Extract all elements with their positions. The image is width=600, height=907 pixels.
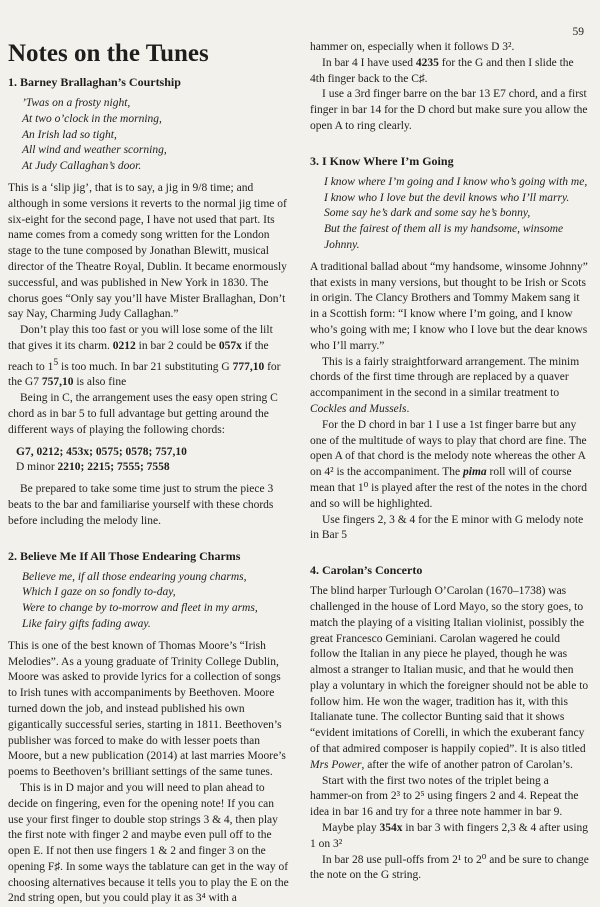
paragraph: The blind harper Turlough O’Carolan (1670–1738) was challenged in the house of Lord Mayo, so the story goes, to match the playing of a visiting Italian violinist, possibly the great Francesco Geminiani. Carolan wagered he could follow the Italian in any piece he played, though he was almost a stranger to Italian music, and that he would then play a voluntary in which the foreigner should not be able to follow him. He won the wager, tradition has it, with this Italianate tune. The collector Bunting said that it shows “evident imitations of Corelli, in which the exuberant fancy of that admired composer is happily copied”. It is also titled Mrs Power, after the wife of another patron of Carolan’s. [310,585,589,771]
paragraph: I use a 3rd finger barre on the bar 13 E7 chord, and a first finger in bar 14 for the D chord but make sure you allow the open A to ring clearly. [310,88,588,132]
left-column [8,36,290,907]
paragraph: In bar 4 I have used 4235 for the G and then I slide the 4th finger back to the C♯. [310,56,574,85]
paragraph: Start with the first two notes of the triplet being a hammer-on from 2³ to 2⁵ using fingers 2 and 4. Repeat the idea in bar 16 and try for a three note hammer in bar 9. [310,774,579,819]
verse-line: I know where I’m going and I know who’s going with me, [324,175,588,188]
chord-line: D minor 2210; 2215; 7555; 7558 [16,461,170,474]
paragraph: This is one of the best known of Thomas Moore’s “Irish Melodies”. As a young graduate of Trinity College Dublin, Moore was asked to provide lyrics for a collection of songs to Irish tunes with accompaniments by Beethoven. Moore turned down the job, and instead published his own gigantically successful series, starting in 1811. Beethoven’s publisher was forced to make do with lesser poets than Moore, but a new publication (2014) at last marries Moore’s poems to Beethoven’s brilliant settings of the same tunes. [8,639,286,779]
verse-2 [22,570,290,633]
verse-3 [324,175,590,254]
verse-line: Which I gaze on so fondly to-day, [22,586,176,599]
verse-line: Were to change by to-morrow and fleet in my arms, [22,602,258,615]
paragraph: Being in C, the arrangement uses the easy open string C chord as in bar 5 to full advantage but getting around the different ways of playing the following chords: [8,392,278,436]
verse-line: Believe me, if all those endearing young charms, [22,570,247,583]
right-column [310,40,590,884]
verse-line: Some say he’s dark and some say he’s bonny, [324,207,531,220]
paragraph: In bar 28 use pull-offs from 2¹ to 2⁰ and be sure to change the note on the G string. [310,853,589,882]
verse-1 [22,96,290,175]
section-heading-2: 2. Believe Me If All Those Endearing Charms [8,548,241,563]
chord-list [16,445,290,477]
paragraph: This is a fairly straightforward arrangement. The minim chords of the first time through are replaced by a quaver accompaniment in the second in a similar treatment to Cockles and Mussels. [310,355,580,415]
paragraph: Use fingers 2, 3 & 4 for the E minor with G melody note in Bar 5 [310,513,584,542]
paragraph: A traditional ballad about “my handsome, winsome Johnny” that exists in many versions, but thought to be Irish or Scots in origin. The Clancy Brothers and Tommy Makem sang it in a Scottish form: “I know where I’m going, and I know who’s going with me; I know who I love but the dear knows who I’ll marry.” [310,260,588,352]
verse-line: At two o’clock in the morning, [22,112,162,125]
verse-line: Like fairy gifts fading away. [22,617,151,630]
verse-line: ’Twas on a frosty night, [22,97,131,109]
paragraph: This is in D major and you will need to plan ahead to decide on fingering, even for the opening note! If you can use your first finger to double stop strings 3 & 4, then play the first note with finger 2 and maybe even pull off to the open E. If not then use fingers 1 & 2 and finger 3 on the opening F♯. In some ways the tablature can get in the way of choosing alternatives because it tells you to play the E on the 2nd string open, but you could play it as 3⁴ with a [8,781,289,905]
paragraph: hammer on, especially when it follows D 3². [310,41,515,53]
verse-line: I know who I love but the devil knows who I’ll marry. [324,191,570,204]
verse-line: An Irish lad so tight, [22,128,117,141]
verse-line: But the fairest of them all is my handsome, winsome Johnny. [324,223,564,251]
verse-line: All wind and weather scorning, [22,144,167,157]
paragraph: This is a ‘slip jig’, that is to say, a jig in 9/8 time; and although in some versions it reverts to the normal jig time of six-eight for the second page, I have not used that part. Its name comes from a comedy song written for the London stage to the tune composed by Jonathan Blewitt, musical director of the Theatre Royal, Dublin. It became enormously successful, and was published in New York in 1830. The chorus goes “Only say you’ll have Mister Brallaghan, Don’t say Nay, Charming Judy Callaghan.” [8,181,287,321]
paragraph: For the D chord in bar 1 I use a 1st finger barre but any one of the multitude of ways to play that chord are fine. The open A of that chord is the melody note whereas the other A on 4² is the accompaniment. The pima roll will of course mean that 1⁰ is played after the rest of the notes in the chord and so will be highlighted. [310,418,588,510]
section-heading-1: 1. Barney Brallaghan’s Courtship [8,75,181,89]
section-heading-3: 3. I Know Where I’m Going [310,153,454,168]
verse-line: At Judy Callaghan’s door. [22,160,142,173]
page-title: Notes on the Tunes [8,40,209,67]
paragraph: Be prepared to take some time just to strum the piece 3 beats to the bar and familiarise yourself with these chords before including the melody line. [8,483,274,527]
paragraph: Don’t play this too fast or you will lose some of the lilt that gives it its charm. 0212 in bar 2 could be 057x if the reach to $1^5$ is too much. In bar 21 substituting G 777,10 for the G7 757,10 is also fine [8,324,281,389]
paragraph: Maybe play 354x in bar 3 with fingers 2,3 & 4 after using 1 on 3² [310,822,589,850]
page-number: 59 [572,26,584,38]
chord-line: G7, 0212; 453x; 0575; 0578; 757,10 [16,445,187,458]
section-heading-4: 4. Carolan’s Concerto [310,563,423,578]
